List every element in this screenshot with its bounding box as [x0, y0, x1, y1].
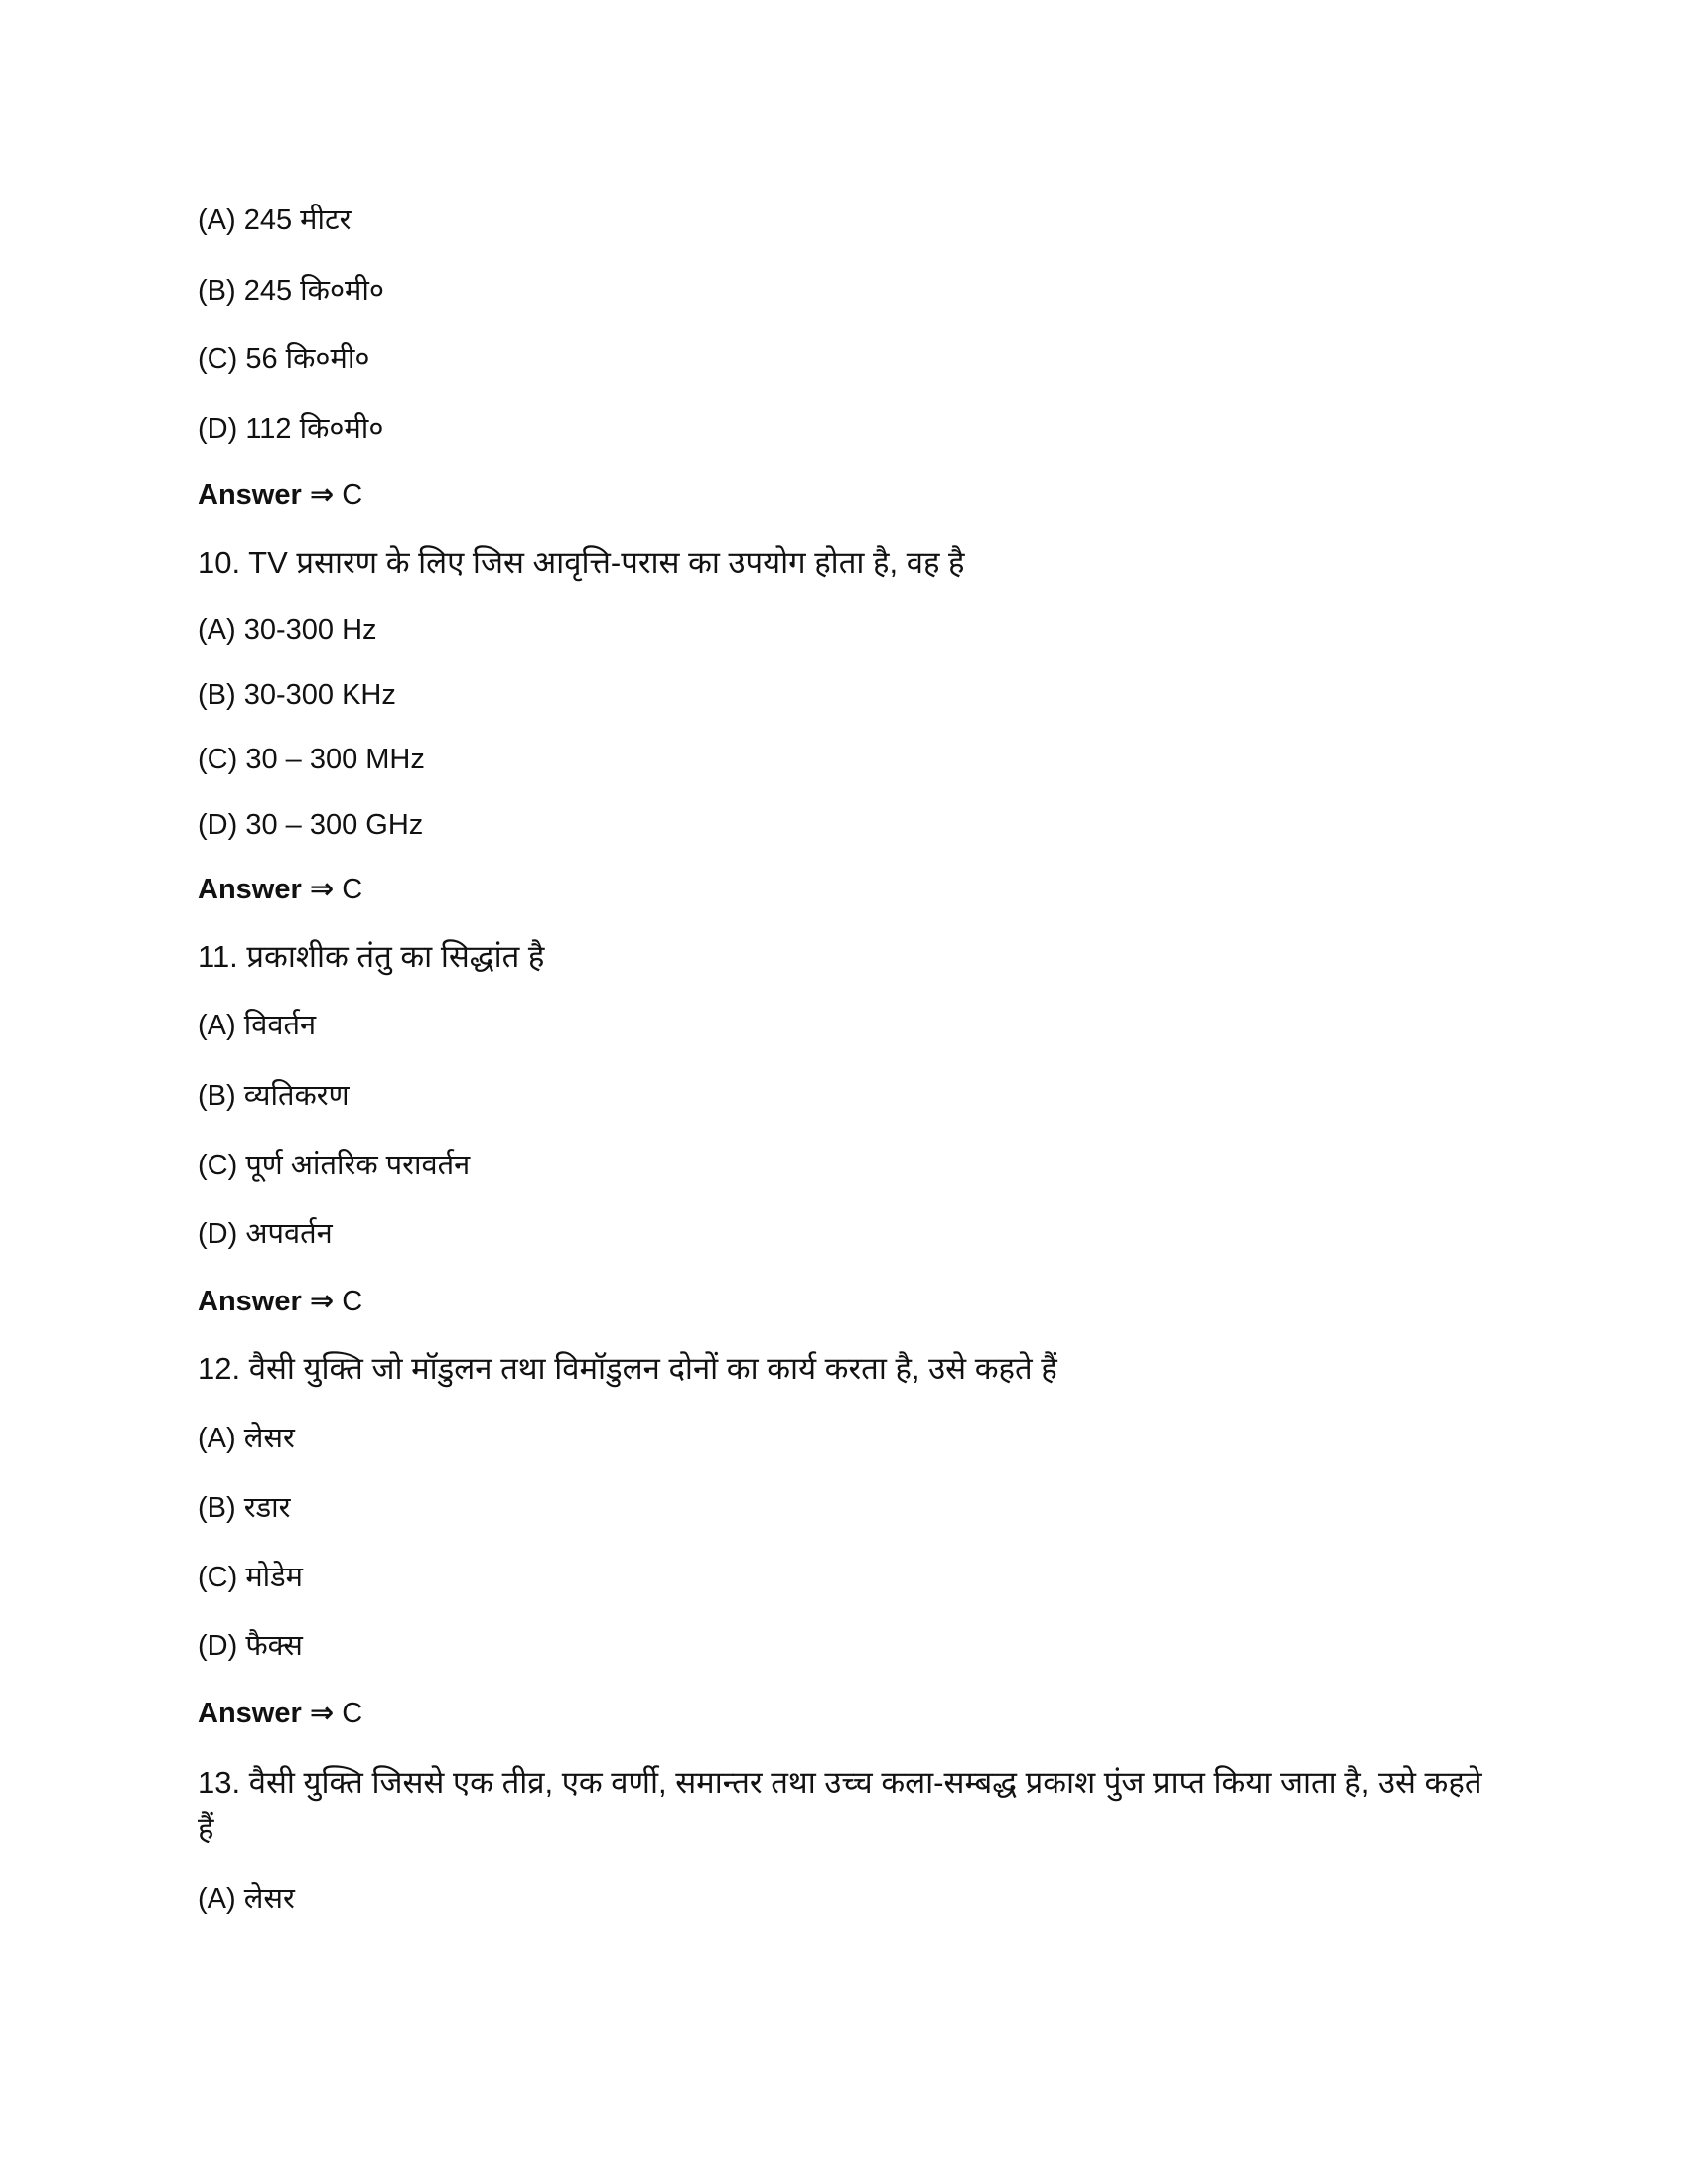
answer-line — [198, 1694, 362, 1733]
question-13: 13. वैसी युक्ति जिससे एक तीव्र, एक वर्णी, समान्तर तथा उच्च कला-सम्बद्ध प्रकाश पुंज प्राप्त किया जाता है, उसे कहते हैं — [198, 1765, 1482, 1845]
answer-line — [198, 1282, 362, 1321]
question-10: 10. TV प्रसारण के लिए जिस आवृत्ति-परास का उपयोग होता है, वह है — [198, 545, 965, 580]
option: (B) 30-300 KHz — [198, 679, 396, 711]
answer-line — [198, 870, 362, 909]
answer-value: C — [342, 479, 363, 511]
answer-label: Answer ⇒ — [198, 1698, 335, 1729]
option: (D) अपवर्तन — [198, 1218, 333, 1250]
option: (D) 30 – 300 GHz — [198, 809, 424, 841]
option: (A) लेसर — [198, 1883, 295, 1915]
question-11: 11. प्रकाशीक तंतु का सिद्धांत है — [198, 939, 545, 974]
option: (B) 245 कि०मी० — [198, 275, 384, 307]
answer-label: Answer ⇒ — [198, 479, 335, 511]
answer-value: C — [342, 1698, 363, 1729]
option: (A) 30-300 Hz — [198, 614, 377, 646]
option: (A) विवर्तन — [198, 1010, 317, 1041]
option: (C) 30 – 300 MHz — [198, 744, 425, 775]
answer-value: C — [342, 874, 363, 905]
option: (B) व्यतिकरण — [198, 1080, 350, 1112]
option: (A) 245 मीटर — [198, 205, 352, 236]
answer-label: Answer ⇒ — [198, 874, 335, 905]
answer-line — [198, 476, 362, 515]
option: (C) 56 कि०मी० — [198, 343, 370, 375]
option: (C) पूर्ण आंतरिक परावर्तन — [198, 1150, 471, 1181]
option: (D) 112 कि०मी० — [198, 413, 384, 445]
option: (B) रडार — [198, 1492, 291, 1524]
option: (A) लेसर — [198, 1423, 295, 1454]
answer-label: Answer ⇒ — [198, 1286, 335, 1317]
answer-value: C — [342, 1286, 363, 1317]
question-12: 12. वैसी युक्ति जो मॉडुलन तथा विमॉडुलन दोनों का कार्य करता है, उसे कहते हैं — [198, 1351, 1057, 1386]
option: (C) मोडेम — [198, 1562, 304, 1593]
option: (D) फैक्स — [198, 1630, 303, 1662]
